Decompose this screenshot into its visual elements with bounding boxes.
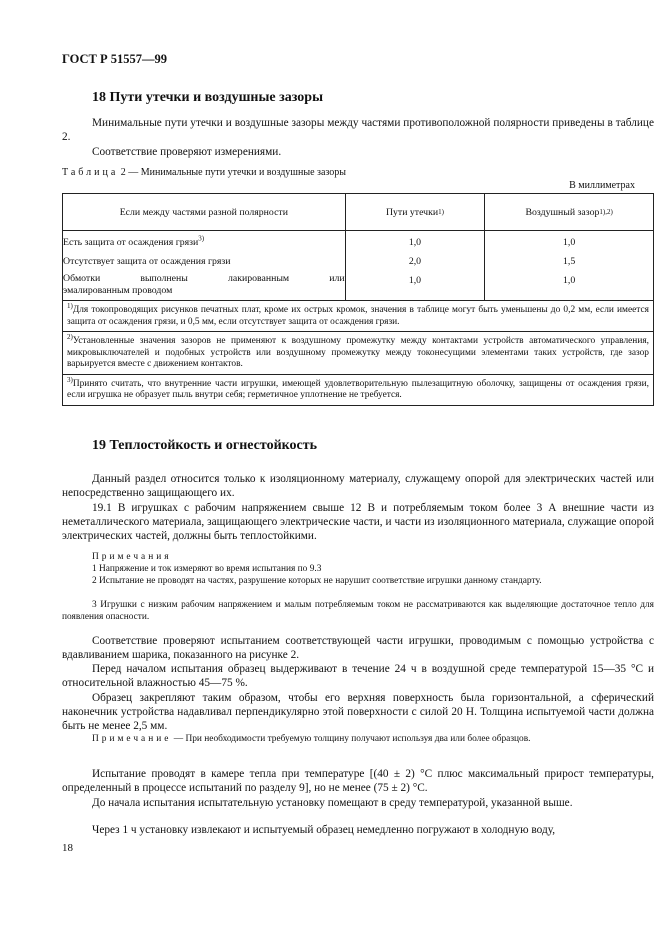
document-header: ГОСТ Р 51557—99 [62, 52, 168, 66]
s19-note-single-text: — При необходимости требуемую толщину получают используя два или более образцов. [171, 734, 531, 744]
table-footnote-1 [63, 301, 653, 331]
s19-note-single [62, 733, 654, 745]
row-2-condition: Отсутствует защита от осаждения грязи [63, 256, 231, 267]
row-1-creepage: 1,0 [408, 237, 422, 248]
table-caption-text: 2 — Минимальные пути утечки и воздушные зазоры [120, 167, 347, 178]
section-18-title: 18 Пути утечки и воздушные зазоры [92, 90, 324, 105]
row-1-condition-text: Есть защита от осаждения грязи [63, 237, 199, 248]
row-3-clearance: 1,0 [563, 275, 576, 286]
s19-paragraph-4: Перед началом испытания образец выдерживают в течение 24 ч в воздушной среде температурой 15—35 °С и относительной влажностью 45—75 %. [62, 663, 654, 690]
table-caption [62, 167, 346, 178]
row-3-word-4: или [329, 273, 345, 284]
row-3-creepage: 1,0 [408, 275, 422, 286]
s19-note-2: 2 Испытание не проводят на частях, разрушение которых не нарушит соответствие игрушки данному стандарту. [92, 576, 542, 586]
row-3-word-3: лакированным [227, 273, 290, 284]
row-1-condition [63, 235, 345, 251]
table-footnote-3 [63, 375, 653, 405]
table-note-row [63, 332, 654, 375]
table-units: В миллиметрах [569, 180, 635, 191]
s19-paragraph-3: Соответствие проверяют испытанием соответствующей части игрушки, проводимым с помощью устройства с вдавливанием шарика, показанного на рисунке 2. [62, 635, 654, 662]
row-2-creepage: 2,0 [408, 256, 422, 267]
row-1-sup: 3) [198, 234, 205, 243]
s19-paragraph-6: Испытание проводят в камере тепла при температуре [(40 ± 2) °С плюс максимальный прирост температуры, определенный в процессе испытаний по разделу 9], но не менее (75 ± 2) °С. [62, 768, 654, 795]
s19-paragraph-2: 19.1 В игрушках с рабочим напряжением свыше 12 В и потребляемым током более 3 А внешние части из неметаллического материала, защищающего электрические части, и части из изоляционного материала, служащие опорой электрических частей, должны быть теплостойкими. [62, 502, 654, 543]
row-3-word-1: Обмотки [63, 273, 101, 284]
footnote-1-text: Для токопроводящих рисунков печатных плат, кроме их острых кромок, значения в таблице могут быть уменьшены до 0,2 мм, если имеется защита от осаждения грязи, и 0,5 мм, если отсутствует защита от осаждения грязи. [67, 305, 649, 327]
header-creepage-label: Пути утечки [385, 206, 439, 218]
s19-paragraph-5: Образец закрепляют таким образом, чтобы его верхняя поверхность была горизонтальной, а сферический наконечник устройства надавливал перпендикулярно этой поверхности с силой 20 Н. Толщина испытуемой части должна быть не менее 2,5 мм. [62, 692, 654, 733]
footnote-1-mark: 1) [67, 301, 73, 310]
s18-paragraph-1: Минимальные пути утечки и воздушные зазоры между частями противоположной полярности приведены в таблице 2. [62, 117, 654, 144]
header-clearance-label: Воздушный зазор [525, 206, 600, 218]
s19-note-3: 3 Игрушки с низким рабочим напряжением и малым потребляемым током не рассматриваются как выделяющие достаточное тепло для появления опасности. [62, 600, 654, 622]
s19-notes-title: Примечания [92, 552, 172, 562]
s19-note-single-title: Примечание [92, 734, 172, 744]
row-3-condition-line2: эмалированным проводом [63, 285, 173, 296]
row-3-word-2: выполнены [140, 273, 188, 284]
table-body-row [63, 231, 654, 301]
s19-paragraph-7: До начала испытания испытательную установку помещают в среду температурой, указанной выше. [92, 797, 573, 809]
row-1-clearance: 1,0 [563, 237, 576, 248]
table-footnote-2 [63, 332, 653, 374]
section-19-title: 19 Теплостойкость и огнестойкость [92, 438, 318, 453]
footnote-3-mark: 3) [67, 375, 73, 384]
row-3-condition [63, 273, 345, 285]
footnote-2-text: Установленные значения зазоров не применяют к воздушному промежутку между контактами устройств автоматического управления, микровыключателей и подобных устройств или воздушному промежутку между токонесущими элементами таких устройств, где зазор варьируется вместе с движением контактов. [67, 336, 649, 369]
s18-paragraph-2: Соответствие проверяют измерениями. [92, 146, 282, 158]
footnote-2-mark: 2) [67, 332, 73, 341]
s19-paragraph-8: Через 1 ч установку извлекают и испытуемый образец немедленно погружают в холодную воду, [92, 824, 556, 836]
page-number: 18 [62, 842, 73, 854]
table-note-row [63, 301, 654, 332]
table-header-clearance: Воздушный зазор 1),2) [525, 206, 613, 218]
s19-paragraph-1: Данный раздел относится только к изоляционному материалу, служащему опорой для электрических частей или непосредственно защищающего их. [62, 473, 654, 500]
table-header-creepage: Пути утечки 1) [385, 206, 444, 218]
footnote-3-text: Принято считать, что внутренние части игрушки, имеющей удовлетворительную пылезащитную оболочку, защищены от осаждения грязи, если игрушка не образует пыль внутри себя; герметичное уплотнение не требуется. [67, 378, 649, 400]
table-header-row [63, 194, 654, 231]
table-2 [62, 193, 654, 406]
row-2-clearance: 1,5 [563, 256, 576, 267]
s19-note-1: 1 Напряжение и ток измеряют во время испытания по 9.3 [92, 564, 322, 574]
table-note-row [63, 374, 654, 405]
table-caption-word: Таблица [62, 167, 119, 178]
table-header-condition: Если между частями разной полярности [119, 206, 288, 218]
